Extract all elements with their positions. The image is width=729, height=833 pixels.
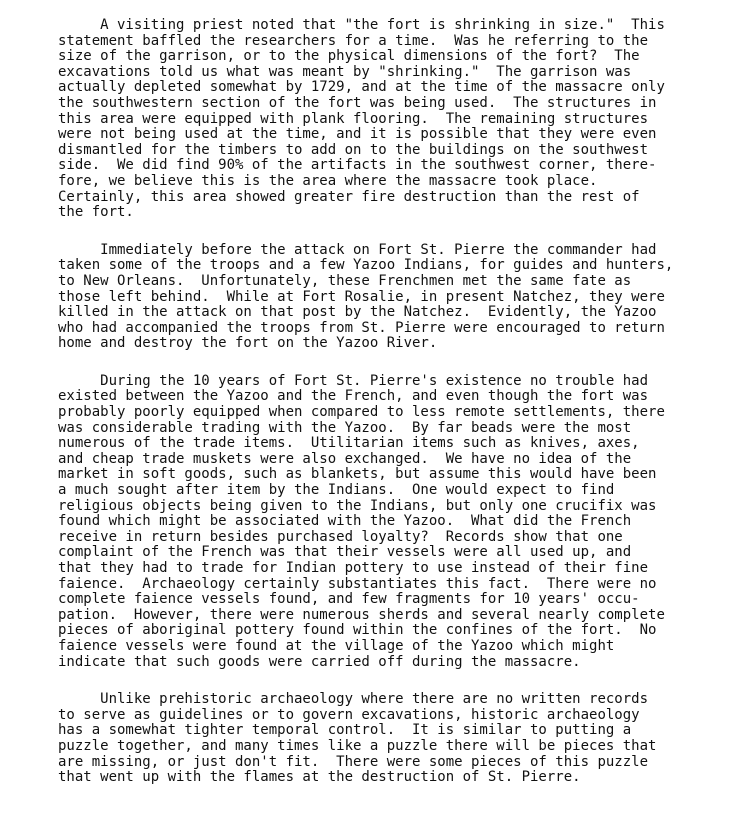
text-line: those left behind. While at Fort Rosalie, in present Natchez, they were: [58, 288, 665, 305]
text-line: dismantled for the timbers to add on to the buildings on the southwest: [58, 141, 649, 158]
text-line: complete faience vessels found, and few fragments for 10 years' occu-: [58, 591, 640, 608]
text-line: receive in return besides purchased loyalty? Records show that one: [58, 528, 623, 545]
text-line: has a somewhat tighter temporal control. It is similar to putting a: [58, 722, 632, 739]
text-line: to serve as guidelines or to govern excavations, historic archaeology: [58, 706, 640, 723]
text-line: A visiting priest noted that "the fort is shrinking in size." This: [58, 17, 665, 33]
text-line: indicate that such goods were carried off during the massacre.: [58, 653, 581, 670]
text-line: taken some of the troops and a few Yazoo Indians, for guides and hunters,: [58, 257, 674, 274]
text-line: that they had to trade for Indian pottery to use instead of their fine: [58, 560, 649, 576]
text-line: Immediately before the attack on Fort St. Pierre the commander had: [58, 241, 657, 258]
text-line: who had accompanied the troops from St. Pierre were encouraged to return: [58, 319, 665, 336]
text-line: and cheap trade muskets were also exchanged. We have no idea of the: [58, 450, 632, 467]
text-line: this area were equipped with plank flooring. The remaining structures: [58, 110, 649, 127]
text-line: were not being used at the time, and it is possible that they were even: [58, 126, 657, 143]
text-line: a much sought after item by the Indians. One would expect to find: [58, 482, 615, 499]
text-line: home and destroy the fort on the Yazoo River.: [58, 335, 438, 352]
paragraph-historic-archaeology: [58, 692, 658, 786]
document-page: [58, 17, 674, 808]
text-line: market in soft goods, such as blankets, but assume this would have been: [58, 466, 657, 483]
text-line: side. We did find 90% of the artifacts in the southwest corner, there-: [58, 157, 657, 174]
text-line: existed between the Yazoo and the French, and even though the fort was: [58, 388, 649, 405]
text-line: Certainly, this area showed greater fire destruction than the rest of: [58, 188, 640, 205]
paragraph-trading: [58, 372, 665, 670]
text-line: puzzle together, and many times like a puzzle there will be pieces that: [58, 737, 657, 754]
text-line: to New Orleans. Unfortunately, these Frenchmen met the same fate as: [58, 272, 632, 289]
text-line: fore, we believe this is the area where the massacre took place.: [58, 172, 598, 189]
text-line: found which might be associated with the Yazoo. What did the French: [58, 513, 632, 530]
text-line: that went up with the flames at the destruction of St. Pierre.: [58, 769, 581, 786]
text-line: Unlike prehistoric archaeology where there are no written records: [58, 691, 649, 708]
text-line: excavations told us what was meant by "shrinking." The garrison was: [58, 63, 632, 80]
text-line: size of the garrison, or to the physical dimensions of the fort? The: [58, 48, 640, 65]
text-line: killed in the attack on that post by the Natchez. Evidently, the Yazoo: [58, 304, 657, 321]
paragraph-attack-commander: [58, 241, 674, 352]
text-line: was considerable trading with the Yazoo. By far beads were the most: [58, 419, 632, 436]
text-line: the southwestern section of the fort was being used. The structures in: [58, 94, 657, 111]
text-line: faience. Archaeology certainly substantiates this fact. There were no: [58, 575, 657, 592]
text-line: numerous of the trade items. Utilitarian items such as knives, axes,: [58, 435, 640, 452]
paragraph-shrinking-fort: [58, 17, 665, 221]
text-line: faience vessels were found at the village of the Yazoo which might: [58, 637, 615, 654]
text-line: During the 10 years of Fort St. Pierre's existence no trouble had: [58, 372, 649, 389]
text-line: are missing, or just don't fit. There were some pieces of this puzzle: [58, 753, 649, 770]
text-line: complaint of the French was that their vessels were all used up, and: [58, 544, 632, 561]
text-line: actually depleted somewhat by 1729, and at the time of the massacre only: [58, 79, 665, 96]
text-line: pieces of aboriginal pottery found within the confines of the fort. No: [58, 622, 657, 639]
text-line: religious objects being given to the Indians, but only one crucifix was: [58, 497, 657, 514]
text-line: probably poorly equipped when compared to less remote settlements, there: [58, 404, 665, 421]
text-line: statement baffled the researchers for a time. Was he referring to the: [58, 32, 649, 49]
text-line: pation. However, there were numerous sherds and several nearly complete: [58, 606, 665, 623]
text-line: the fort.: [58, 204, 134, 221]
